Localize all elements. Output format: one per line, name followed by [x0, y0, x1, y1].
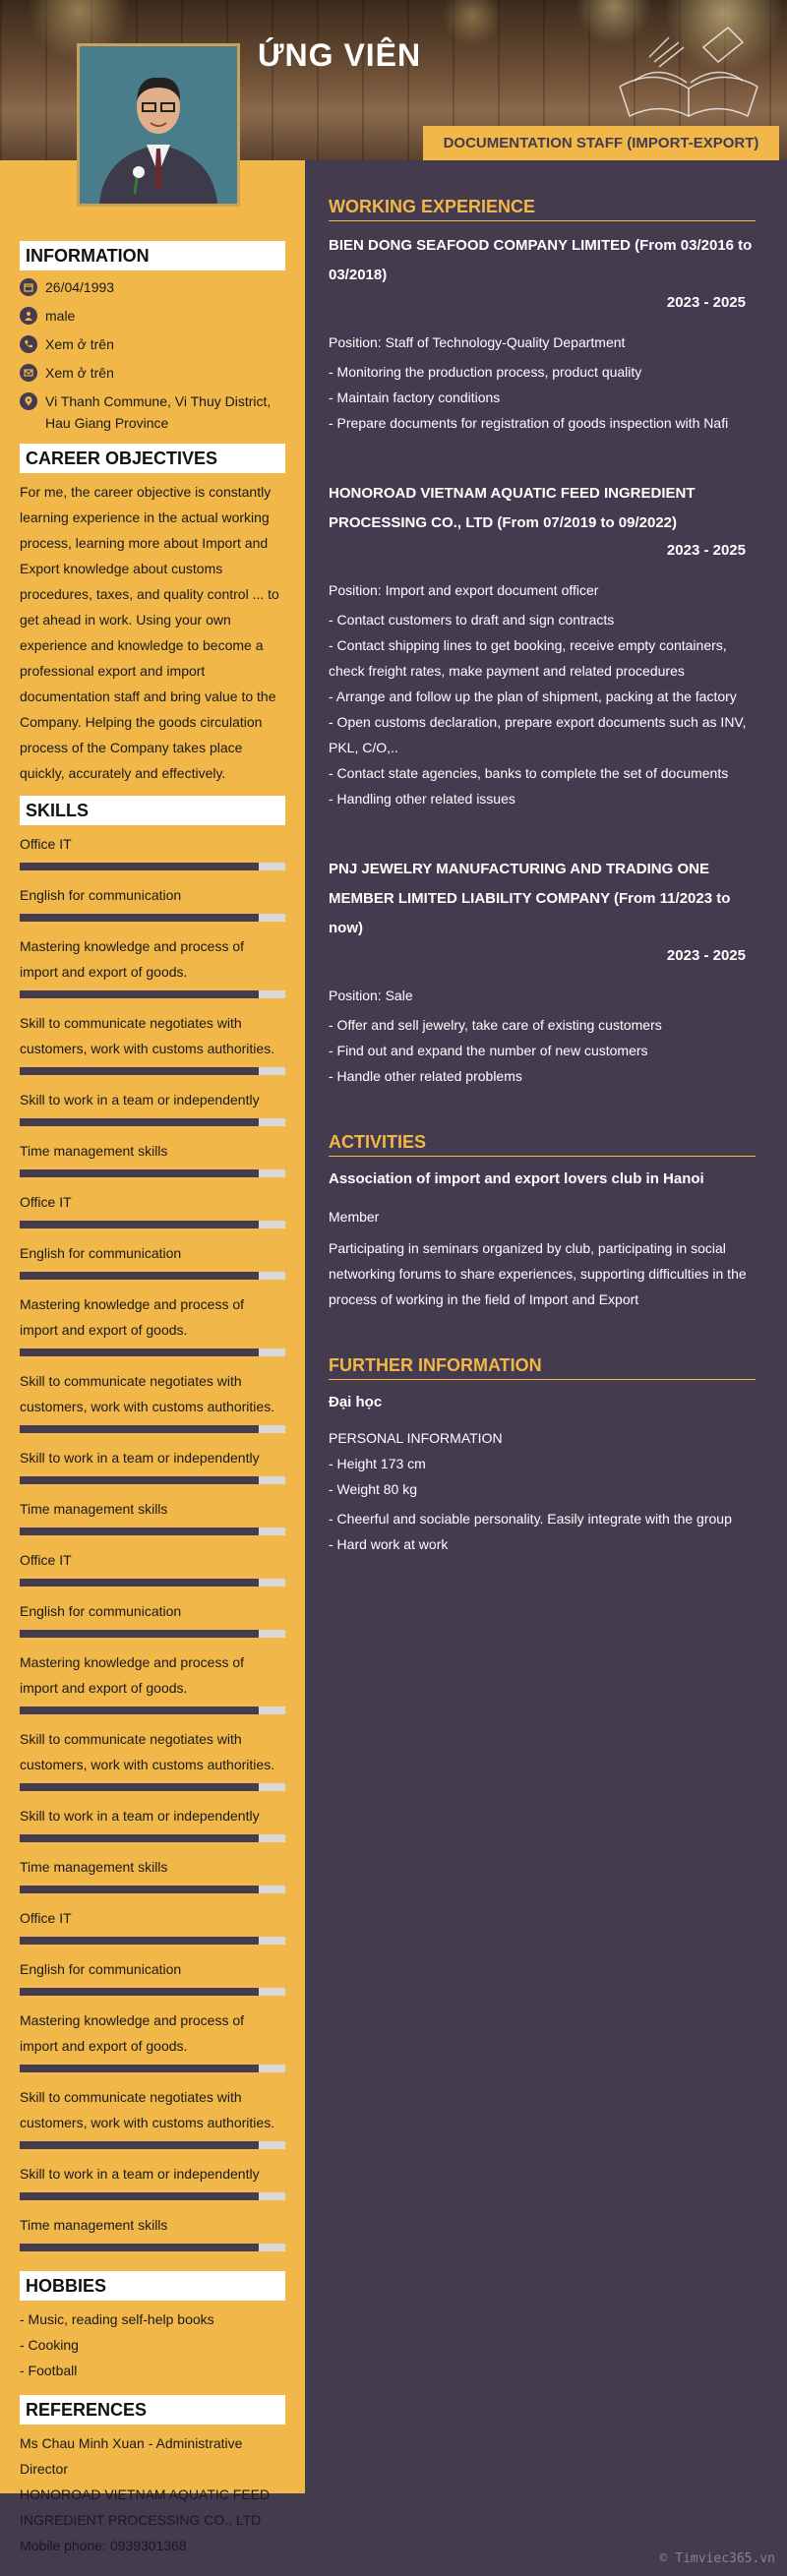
skill-item	[20, 1803, 285, 1842]
skill-level-fill	[20, 1425, 259, 1433]
information-list	[20, 276, 285, 434]
job-position: Position: Import and export document officer	[329, 582, 599, 598]
activity-name: Association of import and export lovers club in Hanoi	[329, 1170, 704, 1187]
skill-level-fill	[20, 2141, 259, 2149]
skill-name: Mastering knowledge and process of import and export of goods.	[20, 2012, 245, 2054]
skill-name: English for communication	[20, 1603, 182, 1619]
job-position: Position: Staff of Technology-Quality Department	[329, 334, 626, 350]
info-email-text: Xem ở trên	[45, 365, 114, 381]
skill-item	[20, 1010, 285, 1075]
skill-name: Skill to work in a team or independently	[20, 1092, 260, 1108]
skill-level-bar	[20, 1221, 285, 1228]
personality-notes	[329, 1506, 756, 1557]
job-company: PNJ JEWELRY MANUFACTURING AND TRADING ONE MEMBER LIMITED LIABILITY COMPANY (From 11/2023 to now)	[329, 861, 731, 936]
skill-level-fill	[20, 1272, 259, 1280]
further-information-title: FURTHER INFORMATION	[329, 1355, 756, 1380]
skill-level-bar	[20, 1425, 285, 1433]
info-phone	[20, 333, 285, 355]
skills-title: SKILLS	[20, 796, 285, 825]
skill-name: English for communication	[20, 1245, 182, 1261]
skill-level-fill	[20, 1476, 259, 1484]
skill-level-fill	[20, 2065, 259, 2072]
skill-item	[20, 1291, 285, 1356]
skill-name: Skill to communicate negotiates with customers, work with customs authorities.	[20, 2089, 275, 2130]
job-company: BIEN DONG SEAFOOD COMPANY LIMITED (From 03/2016 to 03/2018)	[329, 237, 753, 283]
activity-role: Member	[329, 1209, 380, 1225]
skill-level-bar	[20, 1169, 285, 1177]
calendar-icon	[20, 278, 37, 296]
skill-item	[20, 1189, 285, 1228]
skill-level-bar	[20, 1834, 285, 1842]
info-gender	[20, 305, 285, 327]
skill-name: Time management skills	[20, 1143, 168, 1159]
skill-name: Office IT	[20, 836, 72, 852]
person-icon	[20, 307, 37, 325]
hobbies-title: HOBBIES	[20, 2271, 285, 2301]
working-experience-title: WORKING EXPERIENCE	[329, 197, 756, 221]
skill-name: Skill to work in a team or independently	[20, 1808, 260, 1824]
skill-item	[20, 2161, 285, 2200]
info-email	[20, 362, 285, 384]
skill-item	[20, 1905, 285, 1945]
personal-line: PERSONAL INFORMATION	[329, 1430, 503, 1446]
skill-level-fill	[20, 1221, 259, 1228]
hobby-item: - Football	[20, 2363, 78, 2378]
skill-item	[20, 2084, 285, 2149]
info-phone-text: Xem ở trên	[45, 336, 114, 352]
skill-item	[20, 2007, 285, 2072]
skill-level-bar	[20, 914, 285, 922]
info-birthday-text: 26/04/1993	[45, 279, 115, 295]
information-title: INFORMATION	[20, 241, 285, 270]
hobby-item: - Cooking	[20, 2337, 79, 2353]
skill-item	[20, 882, 285, 922]
skill-name: Mastering knowledge and process of import and export of goods.	[20, 1654, 245, 1696]
watermark-text: © Timviec365.vn	[659, 2551, 775, 2566]
skill-item	[20, 1087, 285, 1126]
job-task: - Maintain factory conditions	[329, 389, 501, 405]
skill-level-bar	[20, 2192, 285, 2200]
personality-line: - Hard work at work	[329, 1536, 449, 1552]
candidate-name: ỨNG VIÊN	[258, 37, 422, 73]
skill-name: Skill to communicate negotiates with customers, work with customs authorities.	[20, 1015, 275, 1056]
skill-level-bar	[20, 1707, 285, 1714]
job-task: - Open customs declaration, prepare export documents such as INV,	[329, 714, 747, 730]
skill-level-bar	[20, 990, 285, 998]
avatar-frame	[77, 43, 240, 207]
skill-level-fill	[20, 2244, 259, 2251]
skills-list	[20, 831, 285, 2251]
job-years: 2023 - 2025	[666, 542, 746, 559]
job-tasks	[329, 607, 756, 811]
mail-icon	[20, 364, 37, 382]
skill-name: Skill to communicate negotiates with customers, work with customs authorities.	[20, 1731, 275, 1772]
further-heading: Đại học	[329, 1394, 383, 1410]
skill-level-fill	[20, 990, 259, 998]
skill-level-fill	[20, 1988, 259, 1996]
job-task: - Contact state agencies, banks to complete the set of documents	[329, 765, 729, 781]
job-task: - Arrange and follow up the plan of shipment, packing at the factory	[329, 689, 737, 704]
desired-position: DOCUMENTATION STAFF (IMPORT-EXPORT)	[423, 126, 779, 160]
left-column-content	[20, 241, 285, 2558]
skill-name: English for communication	[20, 887, 182, 903]
job-position: Position: Sale	[329, 988, 413, 1003]
activity-description: Participating in seminars organized by club, participating in social networking forums to share experiences, supporting difficulties in the process of working in the field of Import and Export	[329, 1240, 747, 1307]
skill-level-fill	[20, 1348, 259, 1356]
job-task: - Monitoring the production process, product quality	[329, 364, 642, 380]
skill-name: Office IT	[20, 1194, 72, 1210]
skill-level-fill	[20, 1169, 259, 1177]
job-task: - Offer and sell jewelry, take care of existing customers	[329, 1017, 662, 1033]
skill-level-fill	[20, 1783, 259, 1791]
job-task: check freight rates, make payment and related procedures	[329, 663, 685, 679]
skill-level-fill	[20, 914, 259, 922]
skill-level-fill	[20, 1579, 259, 1587]
person-portrait-icon	[80, 46, 237, 204]
job-task: - Find out and expand the number of new customers	[329, 1043, 648, 1058]
skill-item	[20, 1445, 285, 1484]
skill-level-bar	[20, 1476, 285, 1484]
job-tasks	[329, 359, 756, 436]
job-entry	[329, 231, 756, 436]
info-birthday	[20, 276, 285, 298]
skill-level-fill	[20, 1937, 259, 1945]
skill-item	[20, 1956, 285, 1996]
skill-name: Skill to communicate negotiates with customers, work with customs authorities.	[20, 1373, 275, 1414]
location-pin-icon	[20, 392, 37, 410]
references-title: REFERENCES	[20, 2395, 285, 2425]
skill-name: Office IT	[20, 1552, 72, 1568]
left-column	[0, 160, 305, 2553]
reference-line: Mobile phone: 0939301368	[20, 2538, 187, 2553]
skill-item	[20, 1598, 285, 1638]
info-address	[20, 390, 285, 434]
skill-item	[20, 1726, 285, 1791]
personal-line: - Height 173 cm	[329, 1456, 426, 1471]
career-objectives-title: CAREER OBJECTIVES	[20, 444, 285, 473]
job-task: - Handle other related problems	[329, 1068, 522, 1084]
phone-icon	[20, 335, 37, 353]
skill-level-bar	[20, 1937, 285, 1945]
skill-level-fill	[20, 1528, 259, 1535]
skill-level-fill	[20, 1118, 259, 1126]
skill-name: English for communication	[20, 1961, 182, 1977]
skill-level-bar	[20, 1783, 285, 1791]
avatar	[80, 46, 237, 204]
skill-item	[20, 2212, 285, 2251]
job-task: - Handling other related issues	[329, 791, 515, 807]
skill-item	[20, 933, 285, 998]
skill-level-bar	[20, 1348, 285, 1356]
skill-level-fill	[20, 863, 259, 870]
open-book-illustration	[610, 18, 767, 126]
skill-level-fill	[20, 1886, 259, 1893]
skill-item	[20, 1649, 285, 1714]
skill-level-bar	[20, 2065, 285, 2072]
skill-item	[20, 1854, 285, 1893]
job-entry	[329, 855, 756, 1089]
right-column	[329, 197, 756, 1557]
personal-information	[329, 1425, 756, 1502]
skill-level-bar	[20, 1630, 285, 1638]
skill-item	[20, 1496, 285, 1535]
job-tasks	[329, 1012, 756, 1089]
info-address-text: Vi Thanh Commune, Vi Thuy District, Hau Giang Province	[45, 393, 272, 431]
skill-level-bar	[20, 1067, 285, 1075]
reference-line: HONOROAD VIETNAM AQUATIC FEED INGREDIENT PROCESSING CO., LTD	[20, 2486, 271, 2528]
skill-level-bar	[20, 2141, 285, 2149]
skill-level-bar	[20, 1579, 285, 1587]
references-list	[20, 2430, 285, 2558]
skill-level-fill	[20, 1067, 259, 1075]
skill-item	[20, 1240, 285, 1280]
job-entry	[329, 479, 756, 811]
activities-title: ACTIVITIES	[329, 1132, 756, 1157]
personal-line: - Weight 80 kg	[329, 1481, 418, 1497]
skill-name: Mastering knowledge and process of import and export of goods.	[20, 1296, 245, 1338]
info-gender-text: male	[45, 308, 76, 324]
skill-level-fill	[20, 2192, 259, 2200]
career-objectives-text: For me, the career objective is constantly learning experience in the actual working process, learning more about Import and Export knowledge about customs procedures, taxes, and quality control ... to get ahead in work. Using your own experience and knowledge to become a professional export and import documentation staff and bring value to the Company. Helping the goods circulation process of the Company takes place quickly, accurately and effectively.	[20, 484, 279, 781]
skill-name: Mastering knowledge and process of import and export of goods.	[20, 938, 245, 980]
skill-name: Time management skills	[20, 1859, 168, 1875]
skill-name: Time management skills	[20, 1501, 168, 1517]
hobbies-list	[20, 2306, 285, 2383]
skill-level-fill	[20, 1630, 259, 1638]
skill-item	[20, 1368, 285, 1433]
skill-item	[20, 831, 285, 870]
reference-line: Ms Chau Minh Xuan - Administrative Director	[20, 2435, 243, 2477]
skill-level-bar	[20, 1988, 285, 1996]
skill-item	[20, 1547, 285, 1587]
skill-name: Time management skills	[20, 2217, 168, 2233]
skill-item	[20, 1138, 285, 1177]
hobby-item: - Music, reading self-help books	[20, 2311, 214, 2327]
skill-name: Skill to work in a team or independently	[20, 2166, 260, 2182]
job-task: PKL, C/O,..	[329, 740, 398, 755]
skill-name: Office IT	[20, 1910, 72, 1926]
skill-level-bar	[20, 1886, 285, 1893]
skill-level-bar	[20, 1272, 285, 1280]
skill-level-bar	[20, 1118, 285, 1126]
skill-name: Skill to work in a team or independently	[20, 1450, 260, 1466]
skill-level-bar	[20, 2244, 285, 2251]
job-task: - Contact shipping lines to get booking, receive empty containers,	[329, 637, 727, 653]
personality-line: - Cheerful and sociable personality. Easily integrate with the group	[329, 1511, 732, 1527]
job-years: 2023 - 2025	[666, 294, 746, 311]
job-task: - Contact customers to draft and sign contracts	[329, 612, 615, 628]
job-task: - Prepare documents for registration of goods inspection with Nafi	[329, 415, 729, 431]
skill-level-bar	[20, 863, 285, 870]
skill-level-bar	[20, 1528, 285, 1535]
job-years: 2023 - 2025	[666, 947, 746, 964]
skill-level-fill	[20, 1834, 259, 1842]
skill-level-fill	[20, 1707, 259, 1714]
job-company: HONOROAD VIETNAM AQUATIC FEED INGREDIENT PROCESSING CO., LTD (From 07/2019 to 09/2022)	[329, 485, 696, 531]
